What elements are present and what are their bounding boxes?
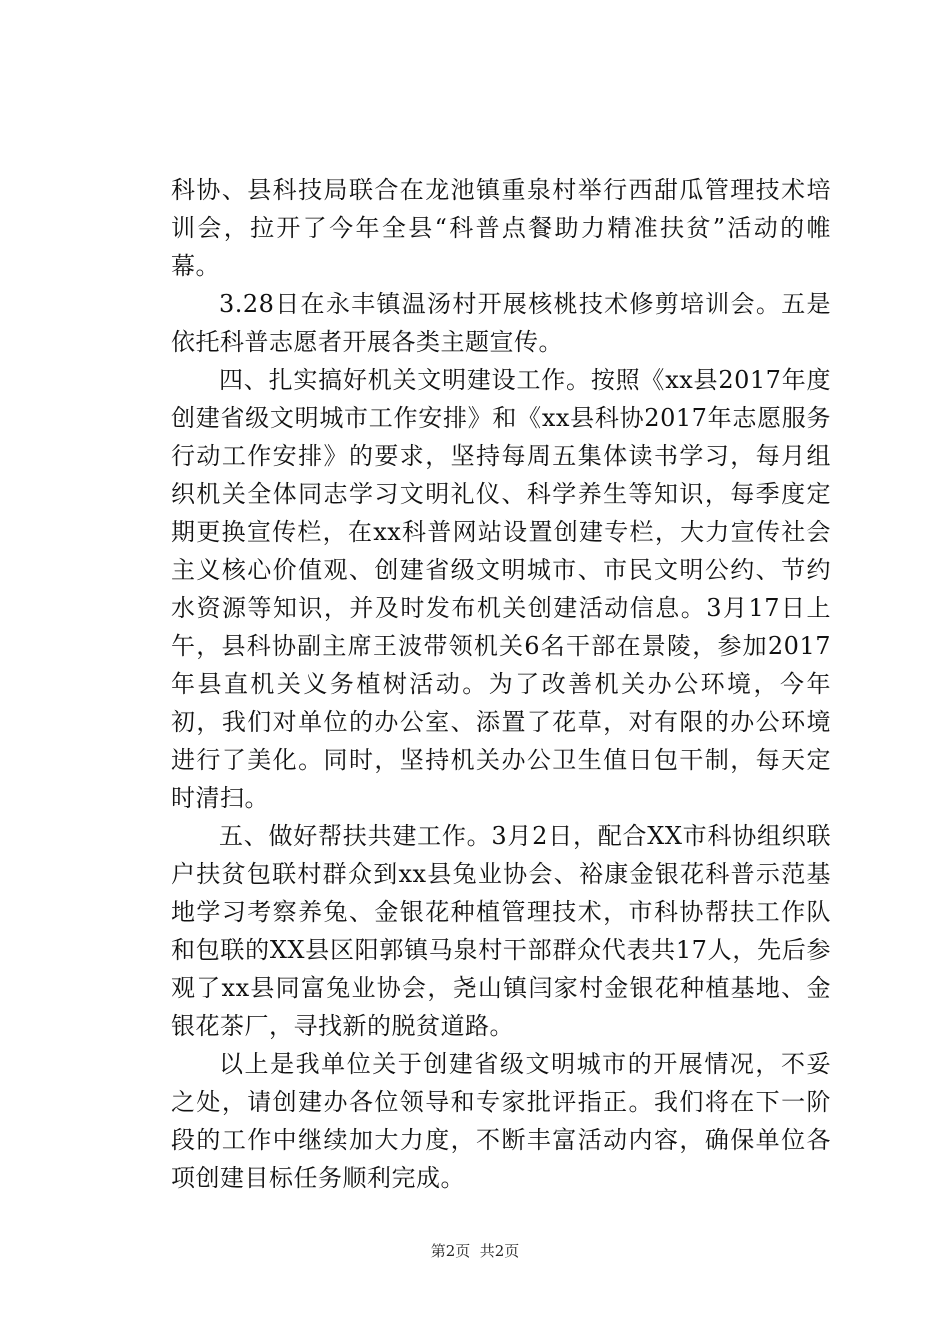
paragraph-2: 3.28日在永丰镇温汤村开展核桃技术修剪培训会。五是依托科普志愿者开展各类主题宣传。 (171, 290, 831, 356)
paragraph-1: 科协、县科技局联合在龙池镇重泉村举行西甜瓜管理技术培训会，拉开了今年全县“科普点餐助力精准扶贫”活动的帷幕。 (171, 176, 831, 280)
paragraph-3: 四、扎实搞好机关文明建设工作。按照《xx县2017年度创建省级文明城市工作安排》和《xx县科协2017年志愿服务行动工作安排》的要求，坚持每周五集体读书学习，每月组织机关全体同志学习文明礼仪、科学养生等知识，每季度定期更换宣传栏，在xx科普网站设置创建专栏，大力宣传社会主义核心价值观、创建省级文明城市、市民文明公约、节约水资源等知识，并及时发布机关创建活动信息。3月17日上午，县科协副主席王波带领机关6名干部在景陵，参加2017年县直机关义务植树活动。为了改善机关办公环境，今年初，我们对单位的办公室、添置了花草，对有限的办公环境进行了美化。同时，坚持机关办公卫生值日包干制，每天定时清扫。 (171, 366, 831, 812)
page-number-footer: 第2页 共2页 (430, 1242, 520, 1260)
paragraph-5: 以上是我单位关于创建省级文明城市的开展情况，不妥之处，请创建办各位领导和专家批评指正。我们将在下一阶段的工作中继续加大力度，不断丰富活动内容，确保单位各项创建目标任务顺利完成。 (171, 1050, 831, 1192)
paragraph-4: 五、做好帮扶共建工作。3月2日，配合XX市科协组织联户扶贫包联村群众到xx县兔业协会、裕康金银花科普示范基地学习考察养兔、金银花种植管理技术，市科协帮扶工作队和包联的XX县区阳郭镇马泉村干部群众代表共17人，先后参观了xx县同富兔业协会，尧山镇闫家村金银花种植基地、金银花茶厂，寻找新的脱贫道路。 (171, 822, 831, 1040)
document-body (171, 171, 831, 1197)
